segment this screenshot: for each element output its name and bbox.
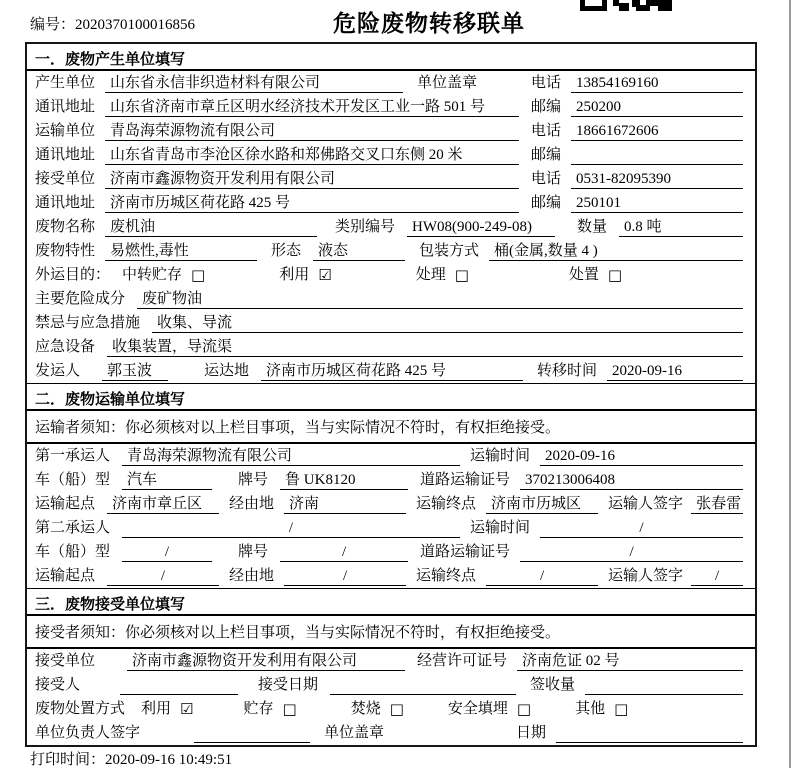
- plate2-label: 牌号: [238, 544, 269, 560]
- route2-via-value: /: [284, 567, 406, 586]
- print-time-value: 2020-09-16 10:49:51: [105, 752, 233, 768]
- waste-category-label: 类别编号: [335, 219, 396, 235]
- route2-end-value: /: [486, 567, 598, 586]
- transport-time1-value: 2020-09-16: [540, 447, 743, 466]
- route1-sign-value: 张春雷: [691, 495, 743, 514]
- checkbox-transfer-storage: [122, 266, 205, 285]
- emergency-measures-value: 收集、导流: [152, 314, 743, 333]
- route1-origin-label: 运输起点: [35, 496, 96, 512]
- transfer-purpose-row: [27, 263, 755, 287]
- road-permit2-value: /: [520, 543, 743, 562]
- transport-phone-value: 18661672606: [571, 122, 743, 141]
- receive-address-label: 通讯地址: [35, 195, 96, 211]
- plate2-value: /: [280, 543, 408, 562]
- unit-seal-label: 单位盖章: [417, 75, 478, 91]
- disposal-landfill-checkbox-icon: □: [516, 700, 532, 718]
- received-amount-label: 签收量: [530, 677, 576, 693]
- transport-unit-label: 运输单位: [35, 123, 96, 139]
- vehicle1-type-label: 车（船）型: [35, 472, 111, 488]
- checkbox-treat: [416, 266, 469, 285]
- first-carrier-row: [27, 444, 755, 468]
- route2-sign-label: 运输人签字: [608, 568, 684, 584]
- receiving-unit-value: 济南市鑫源物资开发利用有限公司: [127, 652, 405, 671]
- responsible-sign-value: [194, 724, 310, 743]
- transfer-time-value: 2020-09-16: [607, 362, 743, 381]
- checkbox-disposal-incinerate: [351, 700, 404, 719]
- disposal-method-label: 废物处置方式: [35, 701, 126, 717]
- emergency-equipment-label: 应急设备: [35, 339, 96, 355]
- receive-date-label: 接受日期: [258, 677, 319, 693]
- receiving-unit-row: [27, 649, 755, 673]
- disposal-incinerate-label: 焚烧: [350, 701, 381, 717]
- waste-category-value: HW08(900-249-08): [407, 218, 555, 237]
- section-producer: [27, 44, 755, 383]
- plate1-label: 牌号: [238, 472, 269, 488]
- waste-form-label: 形态: [271, 243, 302, 259]
- vehicle2-row: [27, 540, 755, 564]
- transfer-storage-label: 中转贮存: [122, 267, 183, 283]
- shipper-row: [27, 359, 755, 383]
- transport-phone-label: 电话: [531, 123, 562, 139]
- waste-name-value: 废机油: [105, 218, 317, 237]
- page-title: 危险废物转移联单: [333, 11, 525, 36]
- disposal-storage-checkbox-icon: □: [282, 700, 297, 718]
- producer-unit-label: 产生单位: [35, 75, 96, 91]
- transfer-purpose-label: 外运目的：: [35, 267, 111, 283]
- treat-label: 处理: [415, 267, 446, 283]
- transport-address-value: 山东省青岛市李沧区徐水路和郑佛路交叉口东侧 20 米: [105, 146, 519, 165]
- transporter-notice: 运输者须知：你必须核对以上栏目事项，当与实际情况不符时，有权拒绝接受。: [27, 411, 755, 444]
- emergency-equipment-value: 收集装置，导流渠: [107, 338, 743, 357]
- producer-phone-value: 13854169160: [571, 74, 743, 93]
- route1-via-value: 济南: [284, 495, 406, 514]
- sign-date-label: 日期: [516, 725, 547, 741]
- checkbox-disposal-utilize: [141, 700, 193, 719]
- receiver-notice: 接受者须知：你必须核对以上栏目事项，当与实际情况不符时，有权拒绝接受。: [27, 616, 755, 649]
- disposal-other-label: 其他: [575, 701, 606, 717]
- disposal-utilize-checkbox-icon: ☑: [180, 700, 194, 718]
- disposal-utilize-label: 利用: [141, 701, 172, 717]
- receive-address-value: 济南市历城区荷花路 425 号: [105, 194, 519, 213]
- waste-traits-row: [27, 239, 755, 263]
- emergency-measures-label: 禁忌与应急措施: [35, 315, 141, 331]
- waste-qty-value: 0.8 吨: [619, 218, 743, 237]
- receive-zip-label: 邮编: [531, 195, 562, 211]
- route1-via-label: 经由地: [229, 496, 275, 512]
- road-permit1-label: 道路运输证号: [420, 472, 511, 488]
- first-carrier-value: 青岛海荣源物流有限公司: [122, 447, 460, 466]
- responsible-sign-row: [27, 721, 755, 745]
- producer-address-value: 山东省济南市章丘区明水经济技术开发区工业一路 501 号: [105, 98, 519, 117]
- waste-qty-label: 数量: [577, 219, 608, 235]
- route1-sign-label: 运输人签字: [608, 496, 684, 512]
- producer-address-label: 通讯地址: [35, 99, 96, 115]
- second-carrier-row: [27, 516, 755, 540]
- dispose-label: 处置: [568, 267, 599, 283]
- disposal-other-checkbox-icon: □: [614, 700, 629, 718]
- checkbox-disposal-landfill: [448, 700, 531, 719]
- transport-address-row: [27, 143, 755, 167]
- license-label: 经营许可证号: [417, 653, 508, 669]
- print-time-label: 打印时间：: [30, 752, 106, 768]
- producer-address-row: [27, 95, 755, 119]
- waste-pack-value: 桶(金属,数量 4 ): [489, 242, 743, 261]
- receive-phone-label: 电话: [531, 171, 562, 187]
- dispose-checkbox-icon: □: [607, 266, 623, 284]
- producer-unit-row: [27, 71, 755, 95]
- transport-time2-label: 运输时间: [470, 520, 531, 536]
- doc-number-label: 编号：: [30, 17, 76, 33]
- receive-unit-value: 济南市鑫源物资开发利用有限公司: [105, 170, 519, 189]
- receiving-unit-label: 接受单位: [35, 653, 96, 669]
- producer-unit-value: 山东省永信非织造材料有限公司: [105, 74, 403, 93]
- vehicle1-row: [27, 468, 755, 492]
- producer-zip-value: 250200: [571, 98, 743, 117]
- route2-origin-value: /: [107, 567, 219, 586]
- emergency-measures-row: [27, 311, 755, 335]
- section-transporter: [27, 383, 755, 588]
- checkbox-disposal-other: [575, 700, 628, 719]
- waste-traits-value: 易燃性,毒性: [105, 242, 257, 261]
- waste-traits-label: 废物特性: [35, 243, 96, 259]
- recipient-row: [27, 673, 755, 697]
- producer-zip-label: 邮编: [531, 99, 562, 115]
- checkbox-dispose: [569, 266, 622, 285]
- waste-pack-label: 包装方式: [419, 243, 480, 259]
- vehicle2-type-value: /: [122, 543, 212, 562]
- waste-name-label: 废物名称: [35, 219, 96, 235]
- transport-zip-label: 邮编: [531, 147, 562, 163]
- route2-origin-label: 运输起点: [35, 568, 96, 584]
- route1-row: [27, 492, 755, 516]
- manifest-table: [25, 42, 757, 747]
- license-value: 济南危证 02 号: [517, 652, 743, 671]
- vehicle1-type-value: 汽车: [122, 471, 212, 490]
- route2-end-label: 运输终点: [416, 568, 477, 584]
- unit-seal2-label: 单位盖章: [324, 725, 385, 741]
- responsible-sign-label: 单位负责人签字: [35, 725, 141, 741]
- waste-name-row: [27, 215, 755, 239]
- section1-title: 一．废物产生单位填写: [27, 44, 755, 71]
- arrival-place-value: 济南市历城区荷花路 425 号: [261, 362, 523, 381]
- receive-phone-value: 0531-82095390: [571, 170, 743, 189]
- recipient-label: 接受人: [35, 677, 81, 693]
- transport-zip-value: [571, 146, 743, 165]
- arrival-place-label: 运达地: [204, 363, 250, 379]
- receive-zip-value: 250101: [571, 194, 743, 213]
- doc-number: [30, 13, 195, 34]
- hazard-component-label: 主要危险成分: [35, 291, 126, 307]
- receive-date-value: [330, 676, 516, 695]
- print-time: [30, 748, 232, 769]
- disposal-method-row: [27, 697, 755, 721]
- disposal-incinerate-checkbox-icon: □: [389, 700, 404, 718]
- hazard-component-value: 废矿物油: [137, 290, 743, 309]
- treat-checkbox-icon: □: [454, 266, 469, 284]
- waste-form-value: 液态: [313, 242, 405, 261]
- route1-end-label: 运输终点: [416, 496, 477, 512]
- route2-sign-value: /: [691, 567, 743, 586]
- utilize-label: 利用: [279, 267, 310, 283]
- hazard-component-row: [27, 287, 755, 311]
- section-receiver: [27, 588, 755, 745]
- transfer-storage-checkbox-icon: □: [191, 266, 206, 284]
- second-carrier-value: /: [122, 519, 460, 538]
- second-carrier-label: 第二承运人: [35, 520, 111, 536]
- utilize-checkbox-icon: ☑: [318, 266, 332, 284]
- section3-title: 三．废物接受单位填写: [27, 589, 755, 616]
- receive-unit-label: 接受单位: [35, 171, 96, 187]
- road-permit2-label: 道路运输证号: [420, 544, 511, 560]
- qr-code-fragment: [580, 0, 672, 11]
- checkbox-disposal-storage: [243, 700, 296, 719]
- receive-address-row: [27, 191, 755, 215]
- road-permit1-value: 370213006408: [520, 471, 743, 490]
- route2-row: [27, 564, 755, 588]
- page-edge-line: [789, 0, 791, 768]
- route1-origin-value: 济南市章丘区: [107, 495, 219, 514]
- emergency-equipment-row: [27, 335, 755, 359]
- route2-via-label: 经由地: [229, 568, 275, 584]
- disposal-storage-label: 贮存: [243, 701, 274, 717]
- first-carrier-label: 第一承运人: [35, 448, 111, 464]
- checkbox-utilize: [279, 266, 331, 285]
- sign-date-value: [556, 724, 743, 743]
- vehicle2-type-label: 车（船）型: [35, 544, 111, 560]
- receive-unit-row: [27, 167, 755, 191]
- received-amount-value: [585, 676, 743, 695]
- doc-number-value: 2020370100016856: [75, 17, 196, 33]
- section2-title: 二．废物运输单位填写: [27, 384, 755, 411]
- producer-phone-label: 电话: [531, 75, 562, 91]
- transport-time1-label: 运输时间: [470, 448, 531, 464]
- plate1-value: 鲁 UK8120: [280, 471, 408, 490]
- shipper-value: 郭玉波: [102, 362, 168, 381]
- transport-time2-value: /: [540, 519, 743, 538]
- disposal-landfill-label: 安全填埋: [447, 701, 508, 717]
- transport-address-label: 通讯地址: [35, 147, 96, 163]
- recipient-value: [120, 676, 238, 695]
- transfer-time-label: 转移时间: [537, 363, 598, 379]
- route1-end-value: 济南市历城区: [486, 495, 598, 514]
- transport-unit-value: 青岛海荣源物流有限公司: [105, 122, 519, 141]
- shipper-label: 发运人: [35, 363, 81, 379]
- transport-unit-row: [27, 119, 755, 143]
